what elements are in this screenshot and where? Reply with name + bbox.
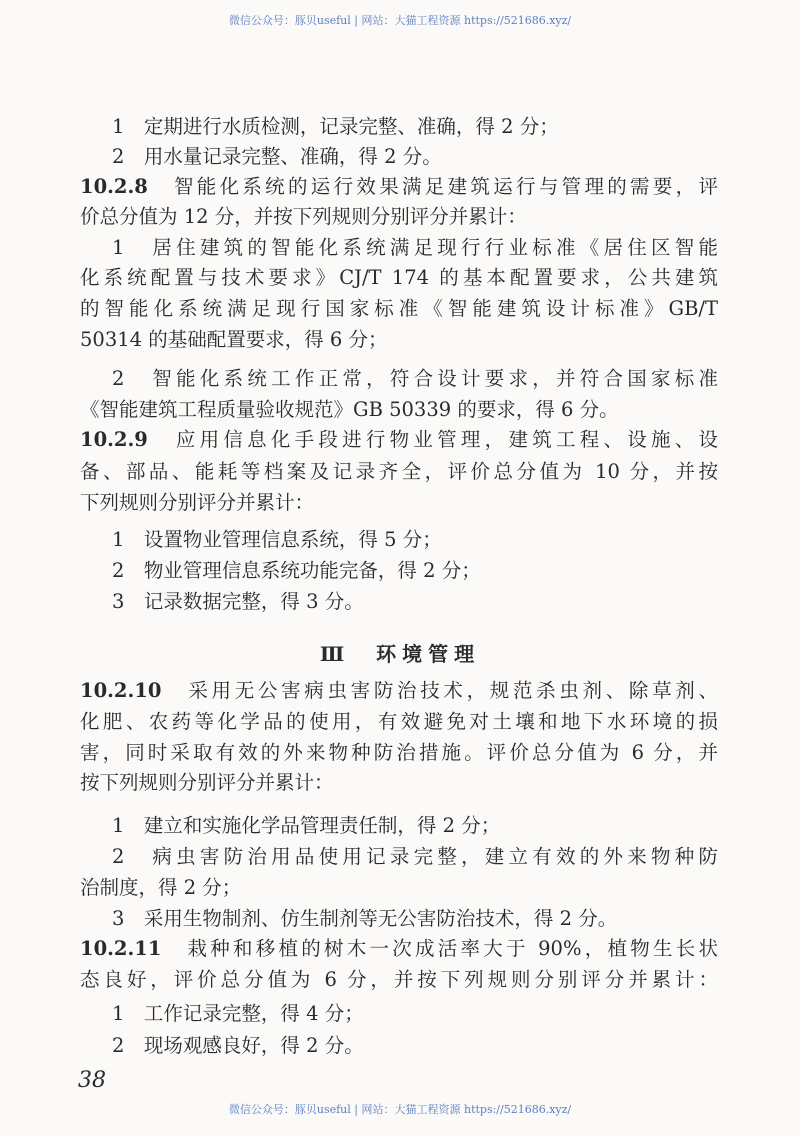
- clause-10-2-9: [80, 428, 718, 452]
- text-line: 2 现场观感良好，得 2 分。: [112, 1034, 364, 1057]
- clause-text: 采用无公害病虫害防治技术，规范杀虫剂、除草剂、: [188, 679, 718, 702]
- clause-text: 智能化系统的运行效果满足建筑运行与管理的需要，评: [173, 175, 718, 198]
- clause-10-2-8: [80, 175, 718, 199]
- text-line: 3 记录数据完整，得 3 分。: [112, 590, 364, 613]
- text-line: 3 采用生物制剂、仿生制剂等无公害防治技术，得 2 分。: [112, 907, 618, 930]
- text-line: 1 设置物业管理信息系统，得 5 分；: [112, 528, 442, 551]
- text-line: 1 建立和实施化学品管理责任制，得 2 分；: [112, 814, 501, 837]
- clause-10-2-10: [80, 679, 718, 703]
- clause-number: 10.2.10: [80, 679, 162, 702]
- text-line: 的智能化系统满足现行国家标准《智能建筑设计标准》GB/T: [80, 297, 718, 320]
- text-line: 备、部品、能耗等档案及记录齐全，评价总分值为 10 分，并按: [80, 460, 718, 483]
- text-line: 2 病虫害防治用品使用记录完整，建立有效的外来物种防: [112, 845, 718, 868]
- clause-text: 栽种和移植的树木一次成活率大于 90%，植物生长状: [187, 937, 718, 960]
- text-line: 治制度，得 2 分；: [80, 876, 242, 899]
- clause-10-2-11: [80, 937, 718, 961]
- text-line: 2 用水量记录完整、准确，得 2 分。: [112, 145, 442, 168]
- text-line: 化系统配置与技术要求》CJ/T 174 的基本配置要求，公共建筑: [80, 266, 718, 289]
- watermark-bottom: 微信公众号：豚贝useful | 网站：大猫工程资源 https://521686.xyz/: [228, 1103, 572, 1116]
- text-line: 按下列规则分别评分并累计：: [80, 771, 334, 794]
- text-line: 1 居住建筑的智能化系统满足现行行业标准《居住区智能: [112, 236, 718, 259]
- text-line: 1 定期进行水质检测，记录完整、准确，得 2 分；: [112, 115, 559, 138]
- text-line: 2 智能化系统工作正常，符合设计要求，并符合国家标准: [112, 367, 718, 390]
- text-line: 《智能建筑工程质量验收规范》GB 50339 的要求，得 6 分。: [80, 398, 619, 421]
- clause-number: 10.2.11: [80, 937, 162, 960]
- text-line: 50314 的基础配置要求，得 6 分；: [80, 328, 388, 351]
- page-number: 38: [78, 1068, 106, 1093]
- text-line: 1 工作记录完整，得 4 分；: [112, 1002, 364, 1025]
- watermark-top: 微信公众号：豚贝useful | 网站：大猫工程资源 https://521686.xyz/: [228, 14, 572, 27]
- text-line: 2 物业管理信息系统功能完备，得 2 分；: [112, 559, 481, 582]
- text-line: 下列规则分别评分并累计：: [80, 491, 315, 514]
- clause-number: 10.2.8: [80, 175, 148, 198]
- text-line: 态良好，评价总分值为 6 分，并按下列规则分别评分并累计：: [80, 968, 718, 991]
- text-line: 价总分值为 12 分，并按下列规则分别评分并累计：: [80, 205, 527, 228]
- clause-number: 10.2.9: [80, 428, 148, 451]
- clause-text: 应用信息化手段进行物业管理，建筑工程、设施、设: [175, 428, 718, 451]
- section-heading: Ⅲ 环境管理: [319, 642, 481, 666]
- text-line: 害，同时采取有效的外来物种防治措施。评价总分值为 6 分，并: [80, 741, 718, 764]
- text-line: 化肥、农药等化学品的使用，有效避免对土壤和地下水环境的损: [80, 710, 718, 733]
